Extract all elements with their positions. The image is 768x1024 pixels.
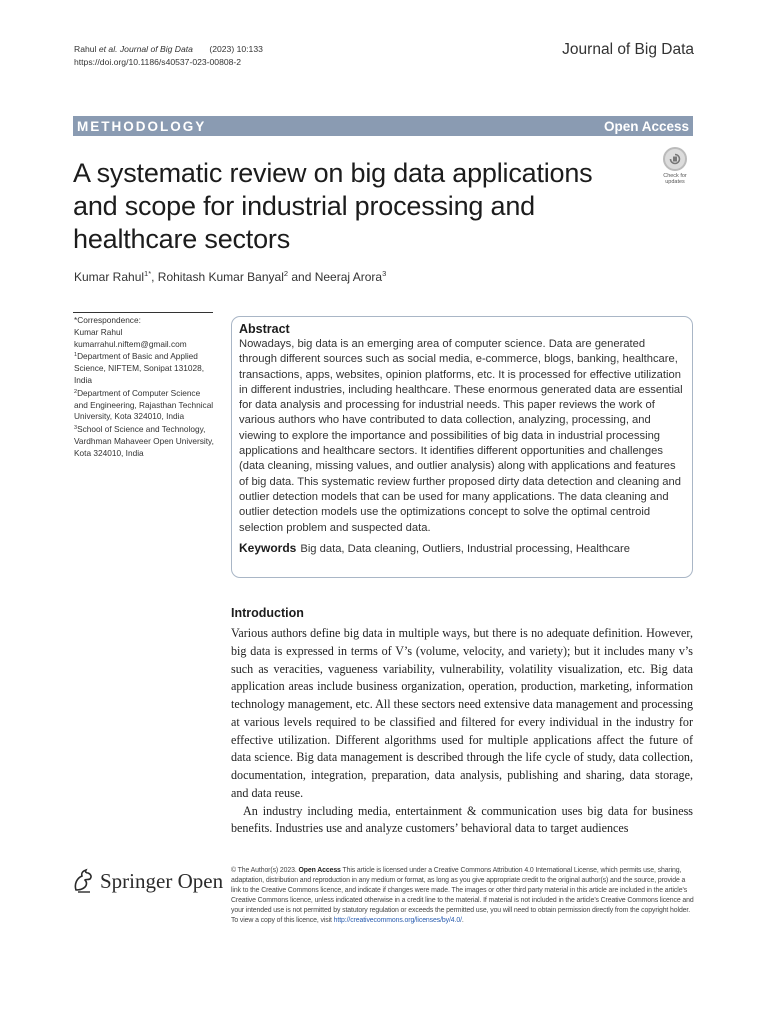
author-3-sup: 3 — [382, 269, 387, 278]
abstract-text: Nowadays, big data is an emerging area of computer science. Data are generated through different sources such as social media, e-commerce, blogs, banking, healthcare, transactions, apps, websites, opinion platforms, etc. It is processed for effective utilization in different industries, including healthcare. These enormous generated data are essential for data analysis and processing for industrial needs. This paper reviews the work of various authors who have contributed to data collection, analyzing, processing, and viewing to explore the importance and possibilities of big data in industrial processing applications and healthcare sectors. It identifies different opportunities and challenges (data cleaning, missing values, and outlier analysis) along with applications and features of big data. This systematic review further proposed dirty data detection and cleaning and outlier detection models that can be used for many applications. The data cleaning and outlier detection models use the optimizations concept to solve the optimal centroid selection problem and suspected data. — [239, 338, 683, 534]
springer-open-logo — [71, 868, 223, 894]
badge-text-line2: updates — [665, 179, 685, 185]
doi-link[interactable]: https://doi.org/10.1186/s40537-023-00808-2 — [74, 57, 242, 67]
author-2-sup: 2 — [283, 269, 289, 278]
affiliations — [74, 315, 214, 460]
correspondence-label: *Correspondence: — [74, 315, 141, 325]
cite-etal: et al. — [96, 44, 120, 54]
license-text: © The Author(s) 2023. Open Access This article is licensed under a Creative Commons Attribution 4.0 International License, which permits use, sharing, adaptation, distribution and reproduction in any medium or format, as long as you give appropriate credit to the original author(s) and the source, provide a link to the Creative Commons licence, and indicate if changes were made. The images or other third party material in this article are included in the article’s Creative Commons licence, unless indicated otherwise in a credit line to the material. If material is not included in the article’s Creative Commons licence and your intended use is not permitted by statutory regulation or exceeds the permitted use, you will need to obtain permission directly from the copyright holder. To view a copy of this licence, visit http://creativecommons.org/licenses/by/4.0/. — [231, 867, 694, 925]
abstract-heading: Abstract — [239, 322, 290, 336]
correspondence-email[interactable]: kumarrahul.niftem@gmail.com — [74, 338, 187, 349]
springer-word: Springer — [100, 868, 173, 893]
badge-text-line1: Check for — [663, 173, 687, 179]
open-access-label: Open Access — [603, 118, 689, 134]
springer-horse-icon — [71, 868, 95, 894]
license-open-access: Open Access — [298, 867, 341, 874]
intro-paragraph-1: Various authors define big data in multiple ways, but there is no adequate definition. However, big data is expressed in terms of V’s (volume, velocity, and variety); but it includes many v’s such as veracities, vagueness variability, vulnerability, volatility visualization, etc. Big data application areas include business organization, operation, production, marketing, information technology management, etc. All these sectors need extensive data management and processing at various levels required to be classified and filtered for every individual in the industry for effective utilization. Different algorithms used for multiple applications affect the future of data science. Big data management is described through the life cycle of study, data collection, documentation, integration, preparation, data analysis, publishing and sharing, data storage, and data reuse. — [231, 626, 693, 800]
affiliation-1: $^1$Department of Basic and Applied Science, NIFTEM, Sonipat 131028, India — [74, 351, 205, 385]
keywords-row — [239, 541, 685, 557]
open-word: Open — [177, 868, 224, 893]
introduction-body — [231, 625, 693, 838]
cite-author: Rahul — [74, 44, 97, 54]
check-updates-icon — [663, 147, 687, 171]
cite-journal: Journal of Big Data — [119, 44, 193, 54]
introduction-heading: Introduction — [231, 606, 304, 620]
intro-paragraph-2: An industry including media, entertainment & communication uses big data for business benefits. Industries use and analyze customers’ behavioral data to target audiences — [231, 803, 693, 836]
keywords-label: Keywords — [239, 540, 297, 555]
check-for-updates-badge[interactable] — [657, 145, 693, 185]
affiliation-3: $^3$School of Science and Technology, Vardhman Mahaveer Open University, Kota 324010, India — [74, 424, 214, 458]
author-1: Kumar Rahul — [74, 270, 145, 284]
abstract-box — [231, 316, 693, 578]
affiliation-2: $^2$Department of Computer Science and Engineering, Rajasthan Technical University, Kota 324010, India — [74, 387, 214, 422]
author-3: and Neeraj Arora — [288, 270, 383, 284]
author-2: , Rohitash Kumar Banyal — [151, 270, 284, 284]
article-title: A systematic review on big data applications and scope for industrial processing and healthcare sectors — [73, 158, 593, 254]
cite-year-volume: (2023) 10:133 — [209, 44, 263, 54]
citation-header — [74, 43, 263, 69]
affiliation-divider — [73, 312, 213, 313]
article-type: METHODOLOGY — [77, 118, 207, 134]
author-list — [74, 269, 386, 284]
journal-name: Journal of Big Data — [562, 41, 694, 58]
article-type-banner — [73, 116, 693, 136]
correspondence-name: Kumar Rahul — [74, 326, 123, 337]
author-1-sup: 1* — [144, 269, 152, 278]
license-link[interactable]: http://creativecommons.org/licenses/by/4.0/ — [333, 917, 462, 925]
keywords-list: Big data, Data cleaning, Outliers, Industrial processing, Healthcare — [300, 542, 630, 555]
